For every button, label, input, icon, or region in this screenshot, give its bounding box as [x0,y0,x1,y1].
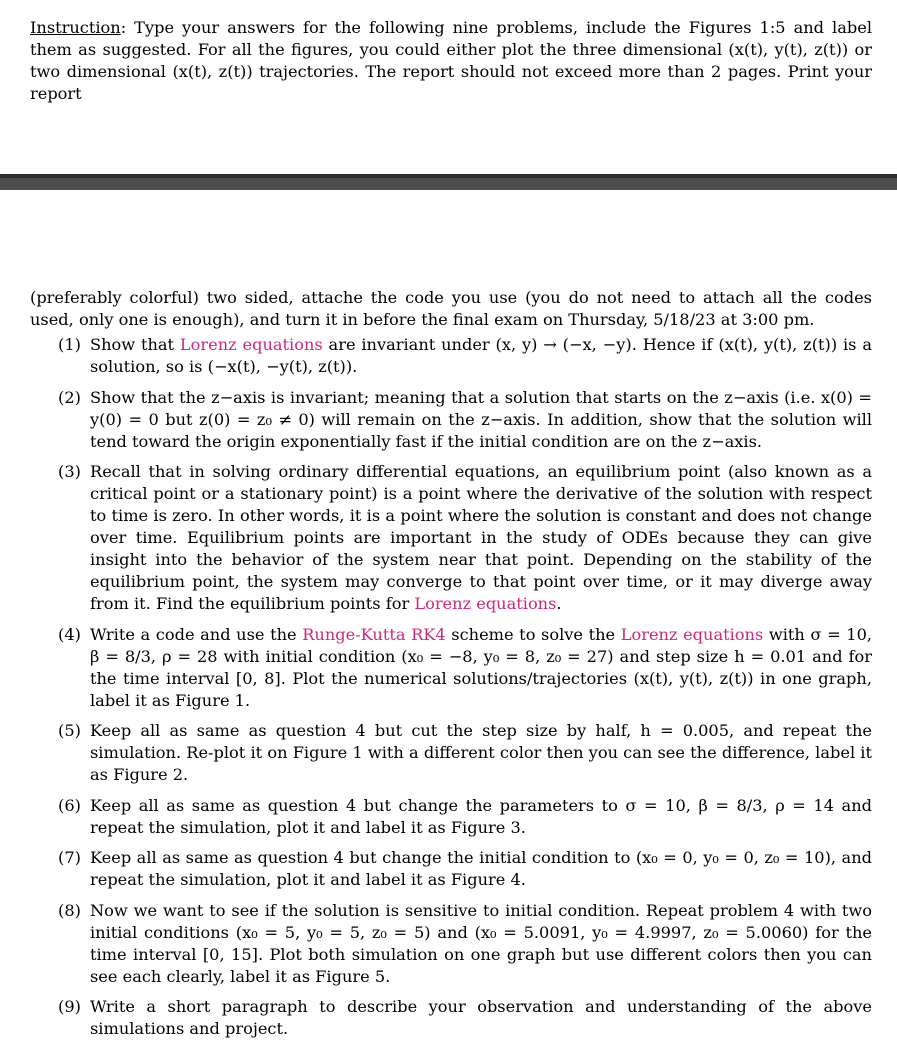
problem-number: (7) [58,848,81,867]
instruction-text: : Type your answers for the following nine problems, include the Figures 1:5 and label them as suggested. For all the figures, you could either plot the three dimensional (x(t), y(t), z(t)) or two dimensional (x(t), z(t)) trajectories. The report should not exceed more than 2 pages. Print your report [30,18,872,103]
problem-number: (5) [58,721,81,740]
problem-item: (7) Keep all as same as question 4 but change the initial condition to (x₀ = 0, y₀ = 0, z₀ = 10), and repeat the simulation, plot it and label it as Figure 4. [58,848,872,889]
lorenz-link[interactable]: Lorenz equations [620,624,764,644]
problem-number: (9) [58,997,81,1016]
problem-item: (4) Write a code and use the Runge-Kutta RK4 scheme to solve the Lorenz equations with σ = 10, β = 8/3, ρ = 28 with initial condition (x₀ = −8, y₀ = 8, z₀ = 27) and step size h = 0.01 and for the time interval [0, 8]. Plot the numerical solutions/trajectories (x(t), y(t), z(t)) in one graph, label it as Figure 1. [58,624,873,710]
problem-item: (8) Now we want to see if the solution is sensitive to initial condition. Repeat problem 4 with two initial conditions (x₀ = 5, y₀ = 5, z₀ = 5) and (x₀ = 5.0091, y₀ = 4.9997, z₀ = 5.0060) for the time interval [0, 15]. Plot both simulation on one graph but use different colors then you can see each clearly, label it as Figure 5. [58,900,872,986]
problem-number: (3) [58,462,81,481]
rk4-link[interactable]: Runge-Kutta RK4 [302,624,446,644]
problem-item: (3) Recall that in solving ordinary differential equations, an equilibrium point (also known as a critical point or a stationary point) is a point where the derivative of the solution with respect to time is zero. In other words, it is a point where the solution is constant and does not change over time. Equilibrium points are important in the study of ODEs because they can give insight into the behavior of the system near that point. Depending on the stability of the equilibrium point, the system may converge to that point over time, or it may diverge away from it. Find the equilibrium points for Lorenz equations. [58,462,872,613]
instruction-label: Instruction [30,18,121,37]
problem-number: (6) [58,795,81,815]
problem-item: (9) Write a short paragraph to describe your observation and understanding of the above simulations and project. [58,997,872,1038]
problem-number: (1) [58,335,81,354]
lorenz-link[interactable]: Lorenz equations [414,594,557,613]
problem-number: (8) [58,900,81,920]
problem-number: (4) [58,624,81,644]
problem-number: (2) [58,387,81,407]
problem-item: (1) Show that Lorenz equations are invariant under (x, y) → (−x, −y). Hence if (x(t), y(t), z(t)) is a solution, so is (−x(t), −y(t), z(t)). [58,335,872,376]
lorenz-link[interactable]: Lorenz equations [179,335,323,354]
instruction-paragraph [30,17,872,105]
problem-item: (6) Keep all as same as question 4 but change the parameters to σ = 10, β = 8/3, ρ = 14 and repeat the simulation, plot it and label it as Figure 3. [58,795,872,837]
problem-list [58,334,872,1049]
page-divider [0,174,897,190]
problem-item: (2) Show that the z−axis is invariant; meaning that a solution that starts on the z−axis (i.e. x(0) = y(0) = 0 but z(0) = z₀ ≠ 0) will remain on the z−axis. In addition, show that the solution will tend toward the origin exponentially fast if the initial condition are on the z−axis. [58,387,872,451]
problem-item: (5) Keep all as same as question 4 but cut the step size by half, h = 0.005, and repeat the simulation. Re-plot it on Figure 1 with a different color then you can see the difference, label it as Figure 2. [58,721,872,784]
continuation-paragraph: (preferably colorful) two sided, attache the code you use (you do not need to attach all the codes used, only one is enough), and turn it in before the final exam on Thursday, 5/18/23 at 3:00 pm. [30,288,872,329]
